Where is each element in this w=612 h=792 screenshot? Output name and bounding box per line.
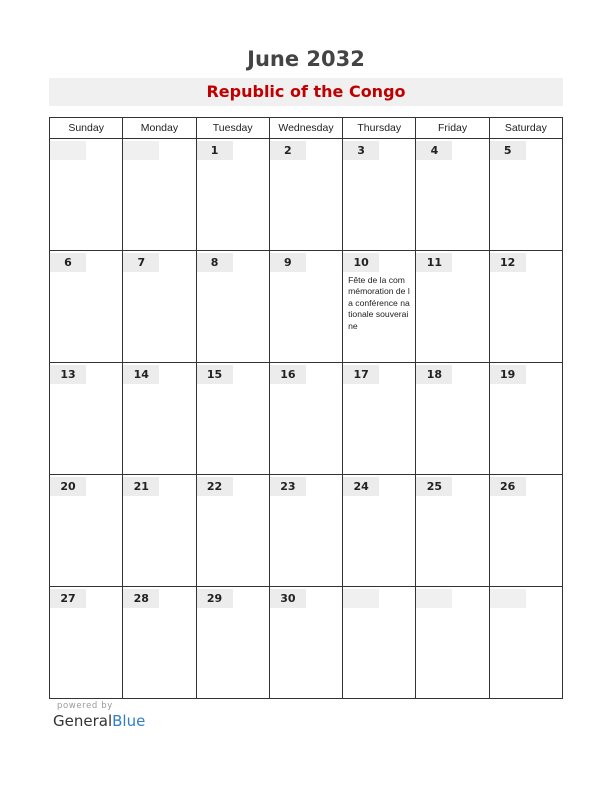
day-cell — [196, 251, 269, 363]
day-cell — [50, 363, 123, 475]
day-number: 5 — [490, 141, 526, 160]
week-row — [50, 475, 563, 587]
day-number: 19 — [490, 365, 526, 384]
day-cell — [416, 475, 489, 587]
day-cell — [50, 251, 123, 363]
calendar-grid — [49, 117, 563, 699]
day-cell — [343, 587, 416, 699]
weekday-saturday: Saturday — [489, 118, 562, 139]
day-cell — [416, 587, 489, 699]
day-number: 14 — [123, 365, 159, 384]
day-cell — [269, 139, 342, 251]
day-number: 6 — [50, 253, 86, 272]
day-cell — [123, 363, 196, 475]
brand-blue: Blue — [112, 712, 146, 730]
day-number: 12 — [490, 253, 526, 272]
day-number: 8 — [197, 253, 233, 272]
day-cell — [489, 363, 562, 475]
day-number: 15 — [197, 365, 233, 384]
day-cell — [196, 587, 269, 699]
day-cell — [343, 363, 416, 475]
day-number: 1 — [197, 141, 233, 160]
country-banner — [49, 78, 563, 106]
day-number: 22 — [197, 477, 233, 496]
day-number — [123, 141, 159, 160]
day-number: 3 — [343, 141, 379, 160]
weekday-thursday: Thursday — [343, 118, 416, 139]
day-number: 10 — [343, 253, 379, 272]
day-number: 13 — [50, 365, 86, 384]
weekday-sunday: Sunday — [50, 118, 123, 139]
day-cell — [489, 475, 562, 587]
weekday-monday: Monday — [123, 118, 196, 139]
day-cell — [269, 251, 342, 363]
day-number: 29 — [197, 589, 233, 608]
day-number: 11 — [416, 253, 452, 272]
day-cell — [489, 251, 562, 363]
day-cell — [196, 139, 269, 251]
day-number: 17 — [343, 365, 379, 384]
day-cell — [416, 251, 489, 363]
day-number: 9 — [270, 253, 306, 272]
powered-by-text: powered by — [57, 701, 113, 711]
holiday-label: Fête de la commémoration de la conférence nationale souveraine — [348, 275, 410, 331]
weekday-tuesday: Tuesday — [196, 118, 269, 139]
day-cell — [269, 587, 342, 699]
day-number: 28 — [123, 589, 159, 608]
day-number — [50, 141, 86, 160]
day-cell — [50, 587, 123, 699]
day-number: 7 — [123, 253, 159, 272]
day-cell — [489, 139, 562, 251]
day-number: 30 — [270, 589, 306, 608]
weekday-friday: Friday — [416, 118, 489, 139]
day-cell — [269, 363, 342, 475]
week-row — [50, 139, 563, 251]
day-number: 24 — [343, 477, 379, 496]
day-number: 26 — [490, 477, 526, 496]
generalblue-logo[interactable] — [53, 712, 145, 730]
day-cell — [196, 475, 269, 587]
day-cell — [50, 475, 123, 587]
day-cell — [123, 139, 196, 251]
day-cell — [123, 475, 196, 587]
country-name: Republic of the Congo — [206, 82, 406, 101]
day-cell — [343, 251, 416, 363]
day-cell — [343, 139, 416, 251]
week-row — [50, 587, 563, 699]
weekday-header-row — [50, 118, 563, 139]
day-cell — [196, 363, 269, 475]
day-number: 21 — [123, 477, 159, 496]
day-number — [490, 589, 526, 608]
day-cell — [489, 587, 562, 699]
day-number — [416, 589, 452, 608]
day-number: 27 — [50, 589, 86, 608]
day-number: 2 — [270, 141, 306, 160]
day-cell — [50, 139, 123, 251]
week-row — [50, 363, 563, 475]
day-number: 4 — [416, 141, 452, 160]
day-number: 20 — [50, 477, 86, 496]
day-number: 23 — [270, 477, 306, 496]
day-number: 18 — [416, 365, 452, 384]
day-number: 25 — [416, 477, 452, 496]
week-row — [50, 251, 563, 363]
calendar-title: June 2032 — [247, 47, 365, 71]
day-cell — [416, 363, 489, 475]
day-cell — [123, 587, 196, 699]
day-cell — [269, 475, 342, 587]
day-number — [343, 589, 379, 608]
weekday-wednesday: Wednesday — [269, 118, 342, 139]
day-cell — [343, 475, 416, 587]
day-cell — [123, 251, 196, 363]
day-cell — [416, 139, 489, 251]
brand-general: General — [53, 712, 113, 730]
day-number: 16 — [270, 365, 306, 384]
